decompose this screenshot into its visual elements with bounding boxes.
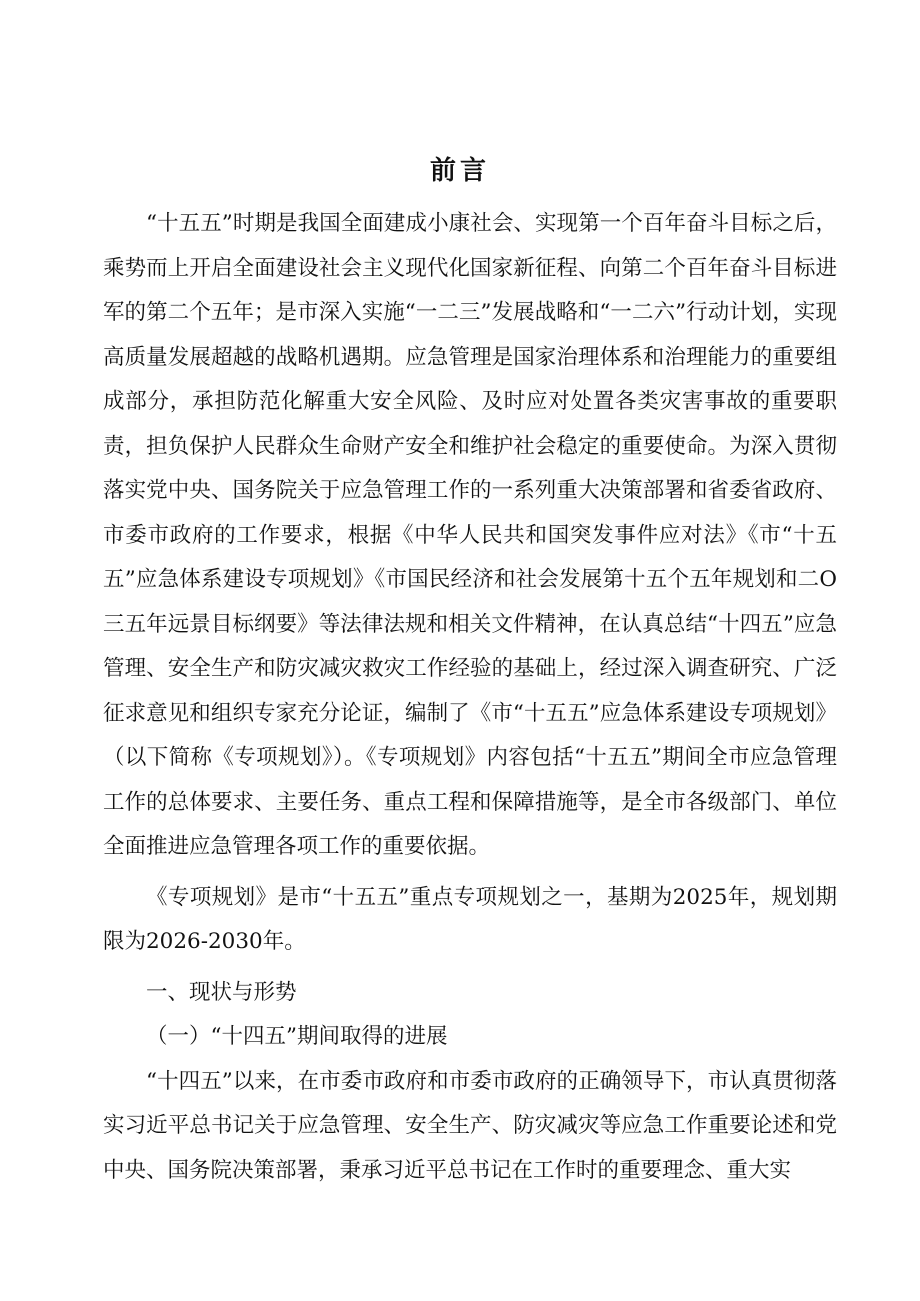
subsection-heading: （一）“十四五”期间取得的进展	[146, 1024, 448, 1049]
paragraph-preface: “十五五”时期是我国全面建成小康社会、实现第一个百年奋斗目标之后，乘势而上开启全面建设社会主义现代化国家新征程、向第二个百年奋斗目标进军的第二个五年；是市深入实施“一二三”发展战略和“一二六”行动计划，实现高质量发展超越的战略机遇期。应急管理是国家治理体系和治理能力的重要组成部分，承担防范化解重大安全风险、及时应对处置各类灾害事故的重要职责，担负保护人民群众生命财产安全和维护社会稳定的重要使命。为深入贯彻落实党中央、国务院关于应急管理工作的一系列重大决策部署和省委省政府、市委市政府的工作要求，根据《中华人民共和国突发事件应对法》《市“十五五”应急体系建设专项规划》《市国民经济和社会发展第十五个五年规划和二O三五年远景目标纲要》等法律法规和相关文件精神，在认真总结“十四五”应急管理、安全生产和防灾减灾救灾工作经验的基础上，经过深入调查研究、广泛征求意见和组织专家充分论证，编制了《市“十五五”应急体系建设专项规划》（以下简称《专项规划》）。《专项规划》内容包括“十五五”期间全市应急管理工作的总体要求、主要任务、重点工程和保障措施等，是全市各级部门、单位全面推进应急管理各项工作的重要依据。	[103, 211, 837, 859]
document-body	[103, 202, 837, 1193]
section-heading: 一、现状与形势	[146, 979, 297, 1005]
paragraph-plan-period: 《专项规划》是市“十五五”重点专项规划之一，基期为2025年，规划期限为2026-2030年。	[103, 884, 837, 954]
paragraph-progress: “十四五”以来，在市委市政府和市委市政府的正确领导下，市认真贯彻落实习近平总书记关于应急管理、安全生产、防灾减灾等应急工作重要论述和党中央、国务院决策部署，秉承习近平总书记在工作时的重要理念、重大实	[103, 1068, 837, 1183]
document-title: 前言	[429, 156, 490, 186]
